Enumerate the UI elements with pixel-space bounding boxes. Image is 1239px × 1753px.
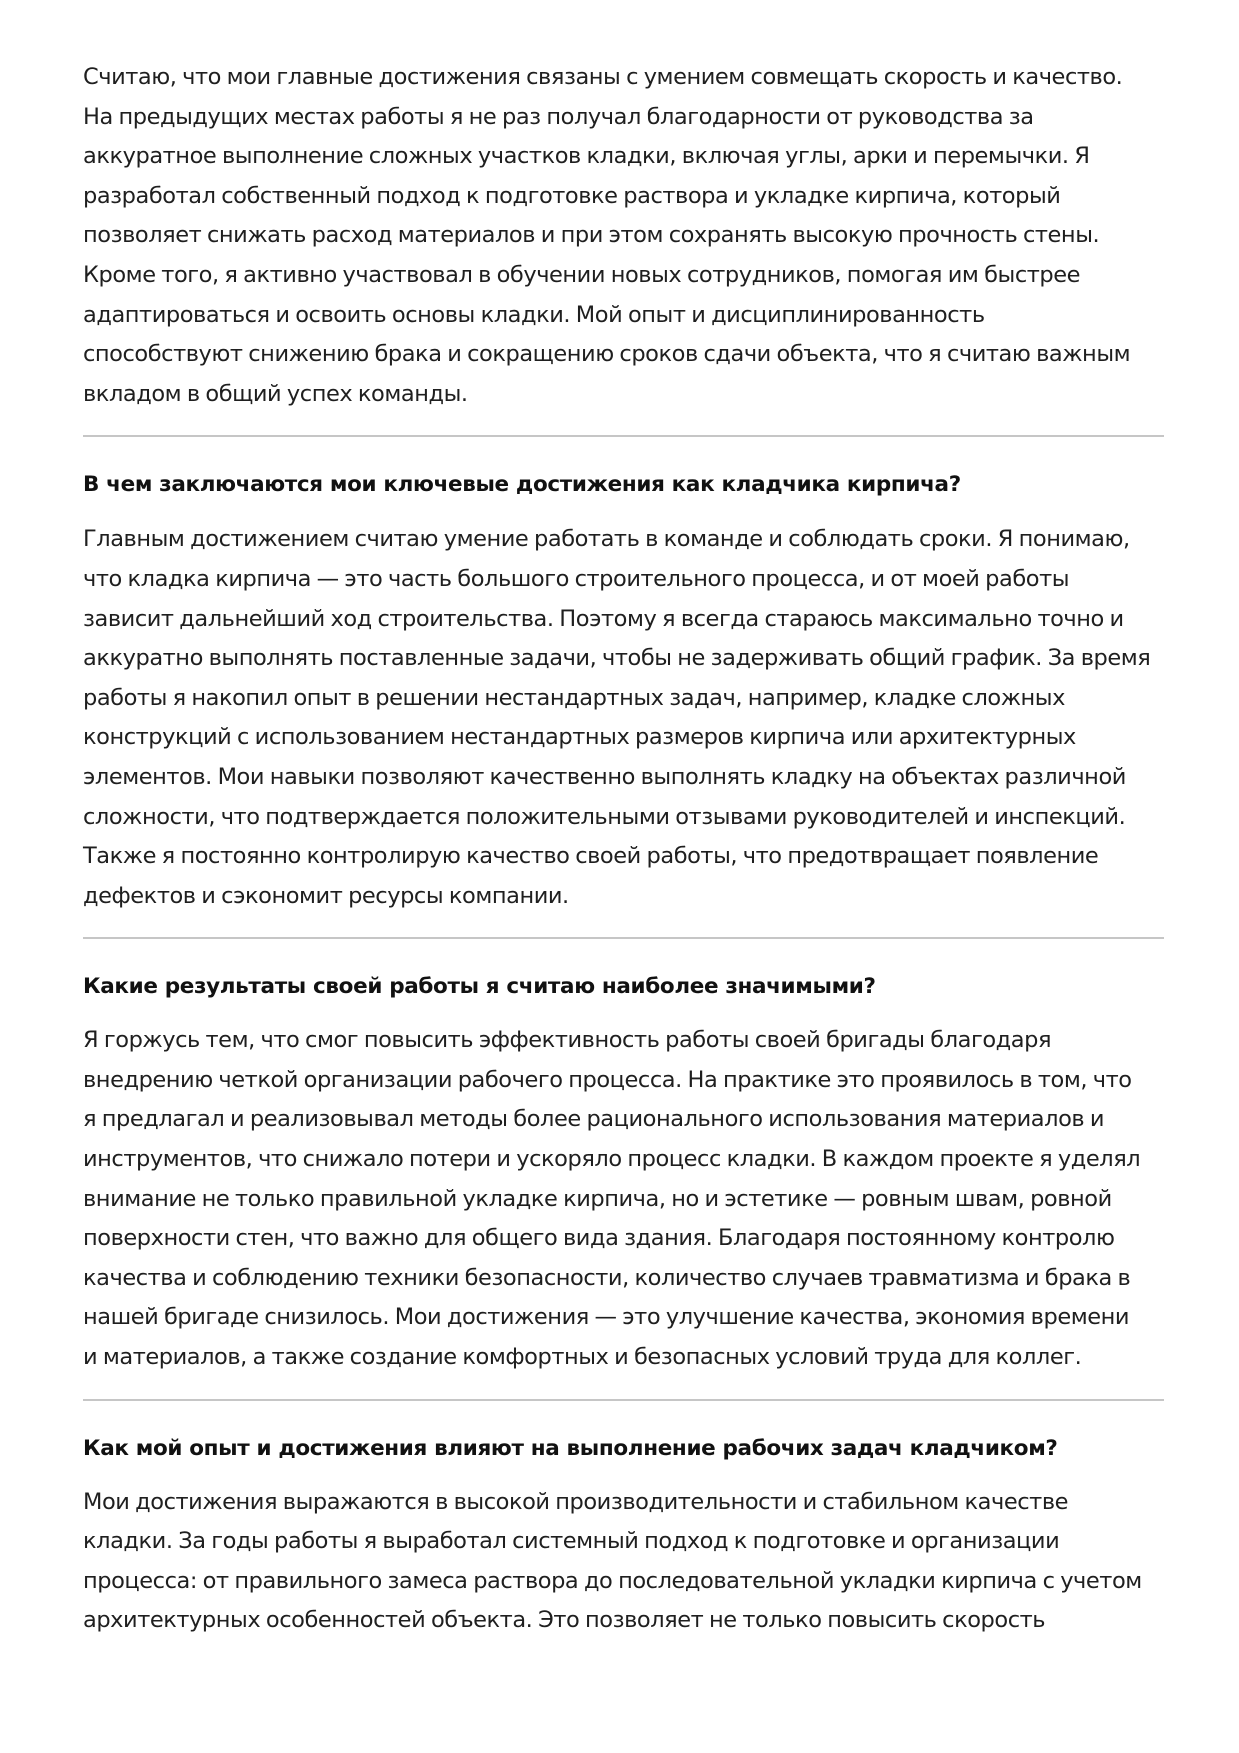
question-heading-experience-impact: Как мой опыт и достижения влияют на выполнение рабочих задач кладчиком? (83, 1435, 1058, 1461)
section-divider (83, 435, 1164, 437)
section-divider (83, 937, 1164, 939)
question-heading-key-achievements: В чем заключаются мои ключевые достижения как кладчика кирпича? (83, 472, 961, 498)
document-page (83, 58, 1163, 1641)
question-heading-significant-results: Какие результаты своей работы я считаю наиболее значимыми? (83, 974, 876, 1000)
paragraph-experience-impact: Мои достижения выражаются в высокой производительности и стабильном качестве кладки. За годы работы я выработал системный подход к подготовке и организации процесса: от правильного замеса раствора до последовательной укладки кирпича с учетом архитектурных особенностей объекта. Это позволяет не только повысить скорость (83, 1488, 1142, 1634)
section-divider (83, 1399, 1164, 1401)
paragraph-achievements-intro: Считаю, что мои главные достижения связаны с умением совмещать скорость и качество. На предыдущих местах работы я не раз получал благодарности от руководства за аккуратное выполнение сложных участков кладки, включая углы, арки и перемычки. Я разработал собственный подход к подготовке раствора и укладке кирпича, который позволяет снижать расход материалов и при этом сохранять высокую прочность стены. Кроме того, я активно участвовал в обучении новых сотрудников, помогая им быстрее адаптироваться и освоить основы кладки. Мой опыт и дисциплинированность способствуют снижению брака и сокращению сроков сдачи объекта, что я считаю важным вкладом в общий успех команды. (83, 64, 1131, 407)
paragraph-key-achievements: Главным достижением считаю умение работать в команде и соблюдать сроки. Я понимаю, что кладка кирпича — это часть большого строительного процесса, и от моей работы зависит дальнейший ход строительства. Поэтому я всегда стараюсь максимально точно и аккуратно выполнять поставленные задачи, чтобы не задерживать общий график. За время работы я накопил опыт в решении нестандартных задач, например, кладке сложных конструкций с использованием нестандартных размеров кирпича или архитектурных элементов. Мои навыки позволяют качественно выполнять кладку на объектах различной сложности, что подтверждается положительными отзывами руководителей и инспекций. Также я постоянно контролирую качество своей работы, что предотвращает появление дефектов и сэкономит ресурсы компании. (83, 526, 1151, 909)
paragraph-significant-results: Я горжусь тем, что смог повысить эффективность работы своей бригады благодаря внедрению четкой организации рабочего процесса. На практике это проявилось в том, что я предлагал и реализовывал методы более рационального использования материалов и инструментов, что снижало потери и ускоряло процесс кладки. В каждом проекте я уделял внимание не только правильной укладке кирпича, но и эстетике — ровным швам, ровной поверхности стен, что важно для общего вида здания. Благодаря постоянному контролю качества и соблюдению техники безопасности, количество случаев травматизма и брака в нашей бригаде снизилось. Мои достижения — это улучшение качества, экономия времени и материалов, а также создание комфортных и безопасных условий труда для коллег. (83, 1027, 1141, 1371)
